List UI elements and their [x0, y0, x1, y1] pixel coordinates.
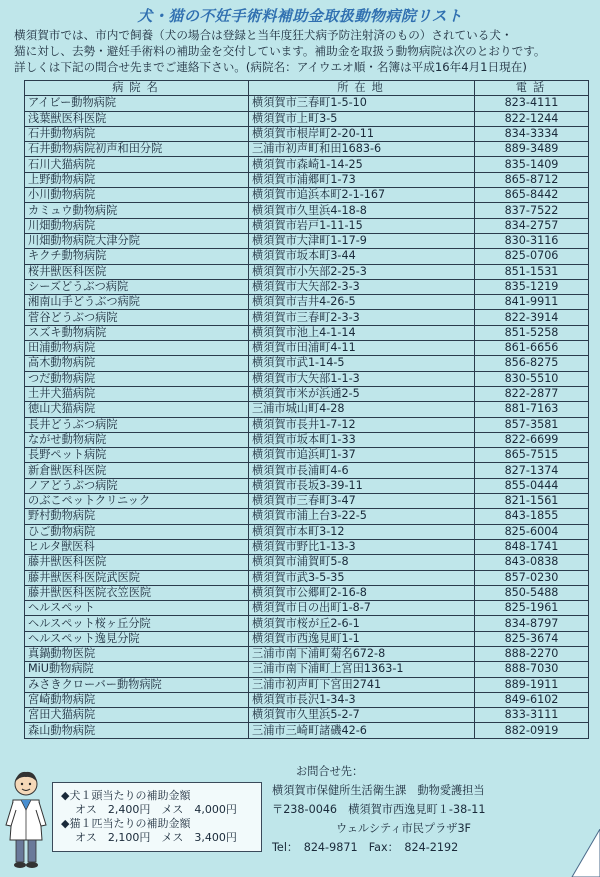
dog-subsidy-heading: ◆犬１頭当たりの補助金額: [61, 789, 191, 802]
table-row: [25, 295, 589, 310]
table-row: [25, 463, 589, 478]
phone-cell: 822-6699: [475, 432, 589, 447]
address-cell: 横須賀市武1-14-5: [249, 356, 475, 371]
hospital-name-cell: 宮崎動物病院: [25, 692, 249, 707]
table-row: [25, 708, 589, 723]
table-row: [25, 585, 589, 600]
intro-line: 詳しくは下記の問合せ先までご連絡下さい。(病院名：アイウエオ順・名簿は平成16年4月1日現在): [14, 60, 527, 74]
table-row: [25, 96, 589, 111]
hospital-name-cell: 石川犬猫病院: [25, 157, 249, 172]
address-cell: 横須賀市武3-5-35: [249, 570, 475, 585]
phone-cell: 825-6004: [475, 524, 589, 539]
hospital-name-cell: つだ動物病院: [25, 371, 249, 386]
address-cell: 三浦市南下浦町上宮田1363-1: [249, 662, 475, 677]
phone-cell: 822-2877: [475, 386, 589, 401]
table-row: [25, 203, 589, 218]
address-cell: 横須賀市長坂3-39-11: [249, 478, 475, 493]
hospital-name-cell: 石井動物病院: [25, 126, 249, 141]
phone-cell: 857-3581: [475, 417, 589, 432]
table-row: [25, 432, 589, 447]
address-cell: 横須賀市野比1-13-3: [249, 539, 475, 554]
hospital-name-cell: ヘルスペット逸見分院: [25, 631, 249, 646]
address-cell: 横須賀市浦郷町1-73: [249, 172, 475, 187]
phone-cell: 827-1374: [475, 463, 589, 478]
table-row: [25, 402, 589, 417]
table-row: [25, 310, 589, 325]
doctor-illustration: [4, 770, 48, 870]
hospital-name-cell: スズキ動物病院: [25, 325, 249, 340]
phone-cell: 830-5510: [475, 371, 589, 386]
hospital-table: [24, 80, 589, 739]
hospital-name-cell: 高木動物病院: [25, 356, 249, 371]
table-row: [25, 325, 589, 340]
page-title: 犬・猫の不妊手術料補助金取扱動物病院リスト: [137, 7, 463, 25]
table-row: [25, 555, 589, 570]
address-cell: 横須賀市浦賀町5-8: [249, 555, 475, 570]
table-row: [25, 662, 589, 677]
address-cell: 横須賀市大矢部1-1-3: [249, 371, 475, 386]
address-cell: 横須賀市追浜本町2-1-167: [249, 188, 475, 203]
table-row: [25, 172, 589, 187]
phone-cell: 825-3674: [475, 631, 589, 646]
address-cell: 横須賀市米が浜通2-5: [249, 386, 475, 401]
address-cell: 三浦市初声町和田1683-6: [249, 142, 475, 157]
address-cell: 横須賀市長浦町4-6: [249, 463, 475, 478]
table-header-row: [25, 81, 589, 96]
hospital-name-cell: 川畑動物病院大津分院: [25, 233, 249, 248]
address-cell: 横須賀市長井1-7-12: [249, 417, 475, 432]
address-cell: 横須賀市浦上台3-22-5: [249, 509, 475, 524]
table-row: [25, 524, 589, 539]
address-cell: 横須賀市桜が丘2-6-1: [249, 616, 475, 631]
phone-cell: 888-7030: [475, 662, 589, 677]
phone-cell: 841-9911: [475, 295, 589, 310]
contact-phones: Tel： 824-9871 Fax： 824-2192: [272, 841, 459, 854]
address-cell: 三浦市初声町下宮田2741: [249, 677, 475, 692]
hospital-name-cell: 川畑動物病院: [25, 218, 249, 233]
table-row: [25, 631, 589, 646]
hospital-name-cell: ヘルスペット: [25, 601, 249, 616]
phone-cell: 889-1911: [475, 677, 589, 692]
hospital-name-cell: カミュウ動物病院: [25, 203, 249, 218]
table-row: [25, 417, 589, 432]
address-cell: 横須賀市小矢部2-25-3: [249, 264, 475, 279]
table-row: [25, 677, 589, 692]
table-row: [25, 126, 589, 141]
hospital-name-cell: 宮田犬猫病院: [25, 708, 249, 723]
table-row: [25, 601, 589, 616]
phone-cell: 835-1409: [475, 157, 589, 172]
phone-cell: 865-8442: [475, 188, 589, 203]
hospital-name-cell: ヘルスペット桜ヶ丘分院: [25, 616, 249, 631]
intro-line: 横須賀市では、市内で飼養（犬の場合は登録と当年度狂犬病予防注射済のもの）されている犬・: [14, 28, 513, 42]
phone-cell: 881-7163: [475, 402, 589, 417]
address-cell: 横須賀市岩戸1-11-15: [249, 218, 475, 233]
table-row: [25, 264, 589, 279]
address-cell: 横須賀市西逸見町1-1: [249, 631, 475, 646]
phone-cell: 857-0230: [475, 570, 589, 585]
address-cell: 横須賀市追浜町1-37: [249, 448, 475, 463]
table-row: [25, 494, 589, 509]
header-hospital-name: 病院名: [25, 81, 249, 96]
phone-cell: 851-5258: [475, 325, 589, 340]
hospital-name-cell: 徳山犬猫病院: [25, 402, 249, 417]
table-row: [25, 249, 589, 264]
table-row: [25, 646, 589, 661]
table-row: [25, 539, 589, 554]
address-cell: 横須賀市公郷町2-16-8: [249, 585, 475, 600]
hospital-name-cell: ヒルタ獣医科: [25, 539, 249, 554]
address-cell: 三浦市三崎町諸磯42-6: [249, 723, 475, 738]
address-cell: 横須賀市大津町1-17-9: [249, 233, 475, 248]
address-cell: 三浦市南下浦町菊名672-8: [249, 646, 475, 661]
contact-heading: お問合せ先：: [296, 765, 364, 778]
hospital-name-cell: 湘南山手どうぶつ病院: [25, 295, 249, 310]
hospital-name-cell: 長野ペット病院: [25, 448, 249, 463]
address-cell: 横須賀市三春町1-5-10: [249, 96, 475, 111]
table-row: [25, 371, 589, 386]
phone-cell: 834-2757: [475, 218, 589, 233]
hospital-name-cell: 真鍋動物医院: [25, 646, 249, 661]
hospital-name-cell: みさきクローバー動物病院: [25, 677, 249, 692]
phone-cell: 822-3914: [475, 310, 589, 325]
phone-cell: 821-1561: [475, 494, 589, 509]
table-row: [25, 142, 589, 157]
hospital-name-cell: MiU動物病院: [25, 662, 249, 677]
phone-cell: 865-7515: [475, 448, 589, 463]
phone-cell: 849-6102: [475, 692, 589, 707]
hospital-name-cell: 小川動物病院: [25, 188, 249, 203]
phone-cell: 834-3334: [475, 126, 589, 141]
table-row: [25, 356, 589, 371]
phone-cell: 835-1219: [475, 279, 589, 294]
phone-cell: 851-1531: [475, 264, 589, 279]
table-row: [25, 448, 589, 463]
intro-line: 猫に対し、去勢・避妊手術料の補助金を交付しています。補助金を取扱う動物病院は次のとおりです。: [14, 44, 546, 58]
address-cell: 横須賀市三春町3-47: [249, 494, 475, 509]
address-cell: 三浦市城山町4-28: [249, 402, 475, 417]
table-row: [25, 188, 589, 203]
hospital-name-cell: 土井犬猫病院: [25, 386, 249, 401]
phone-cell: 882-0919: [475, 723, 589, 738]
table-row: [25, 692, 589, 707]
phone-cell: 888-2270: [475, 646, 589, 661]
address-cell: 横須賀市森崎1-14-25: [249, 157, 475, 172]
hospital-name-cell: 藤井獣医科医院武医院: [25, 570, 249, 585]
address-cell: 横須賀市久里浜5-2-7: [249, 708, 475, 723]
address-cell: 横須賀市坂本町1-33: [249, 432, 475, 447]
phone-cell: 825-0706: [475, 249, 589, 264]
hospital-name-cell: アイビー動物病院: [25, 96, 249, 111]
address-cell: 横須賀市田浦町4-11: [249, 341, 475, 356]
phone-cell: 834-8797: [475, 616, 589, 631]
table-row: [25, 570, 589, 585]
hospital-name-cell: 森山動物病院: [25, 723, 249, 738]
phone-cell: 837-7522: [475, 203, 589, 218]
table-row: [25, 723, 589, 738]
hospital-name-cell: 野村動物病院: [25, 509, 249, 524]
table-row: [25, 341, 589, 356]
hospital-name-cell: 長井どうぶつ病院: [25, 417, 249, 432]
hospital-name-cell: 上野動物病院: [25, 172, 249, 187]
phone-cell: 825-1961: [475, 601, 589, 616]
phone-cell: 822-1244: [475, 111, 589, 126]
address-cell: 横須賀市根岸町2-20-11: [249, 126, 475, 141]
contact-block: [272, 762, 582, 857]
table-row: [25, 157, 589, 172]
contact-department: 横須賀市保健所生活衛生課 動物愛護担当: [272, 784, 485, 797]
table-row: [25, 509, 589, 524]
hospital-name-cell: キクチ動物病院: [25, 249, 249, 264]
address-cell: 横須賀市大矢部2-3-3: [249, 279, 475, 294]
table-row: [25, 616, 589, 631]
table-row: [25, 111, 589, 126]
cat-subsidy-heading: ◆猫１匹当たりの補助金額: [61, 817, 191, 830]
phone-cell: 855-0444: [475, 478, 589, 493]
phone-cell: 856-8275: [475, 356, 589, 371]
hospital-name-cell: ノアどうぶつ病院: [25, 478, 249, 493]
phone-cell: 830-3116: [475, 233, 589, 248]
contact-address: 〒238-0046 横須賀市西逸見町１-38-11: [272, 803, 486, 816]
phone-cell: 861-6656: [475, 341, 589, 356]
phone-cell: 848-1741: [475, 539, 589, 554]
address-cell: 横須賀市吉井4-26-5: [249, 295, 475, 310]
hospital-name-cell: 新倉獣医科医院: [25, 463, 249, 478]
hospital-name-cell: のぶこペットクリニック: [25, 494, 249, 509]
address-cell: 横須賀市上町3-5: [249, 111, 475, 126]
phone-cell: 850-5488: [475, 585, 589, 600]
address-cell: 横須賀市坂本町3-44: [249, 249, 475, 264]
phone-cell: 865-8712: [475, 172, 589, 187]
address-cell: 横須賀市池上4-1-14: [249, 325, 475, 340]
phone-cell: 843-1855: [475, 509, 589, 524]
intro-text: [14, 27, 590, 75]
page-corner-fold: [566, 829, 600, 877]
header-phone: 電話: [475, 81, 589, 96]
subsidy-box: [52, 782, 262, 852]
address-cell: 横須賀市久里浜4-18-8: [249, 203, 475, 218]
table-row: [25, 279, 589, 294]
hospital-name-cell: 石井動物病院初声和田分院: [25, 142, 249, 157]
hospital-name-cell: ひご動物病院: [25, 524, 249, 539]
hospital-name-cell: ながせ動物病院: [25, 432, 249, 447]
hospital-name-cell: シーズどうぶつ病院: [25, 279, 249, 294]
address-cell: 横須賀市日の出町1-8-7: [249, 601, 475, 616]
address-cell: 横須賀市長沢1-34-3: [249, 692, 475, 707]
hospital-name-cell: 田浦動物病院: [25, 341, 249, 356]
contact-building: ウェルシティ市民プラザ3F: [336, 822, 471, 835]
hospital-name-cell: 藤井獣医科医院: [25, 555, 249, 570]
hospital-name-cell: 桜井獣医科医院: [25, 264, 249, 279]
hospital-name-cell: 浅葉獣医科医院: [25, 111, 249, 126]
table-row: [25, 386, 589, 401]
hospital-name-cell: 藤井獣医科医院衣笠医院: [25, 585, 249, 600]
address-cell: 横須賀市本町3-12: [249, 524, 475, 539]
table-row: [25, 478, 589, 493]
phone-cell: 843-0838: [475, 555, 589, 570]
address-cell: 横須賀市三春町2-3-3: [249, 310, 475, 325]
phone-cell: 889-3489: [475, 142, 589, 157]
cat-subsidy-amounts: オス 2,100円 メス 3,400円: [75, 831, 237, 844]
dog-subsidy-amounts: オス 2,400円 メス 4,000円: [75, 803, 237, 816]
phone-cell: 833-3111: [475, 708, 589, 723]
phone-cell: 823-4111: [475, 96, 589, 111]
header-address: 所在地: [249, 81, 475, 96]
hospital-name-cell: 菅谷どうぶつ病院: [25, 310, 249, 325]
table-row: [25, 233, 589, 248]
table-row: [25, 218, 589, 233]
